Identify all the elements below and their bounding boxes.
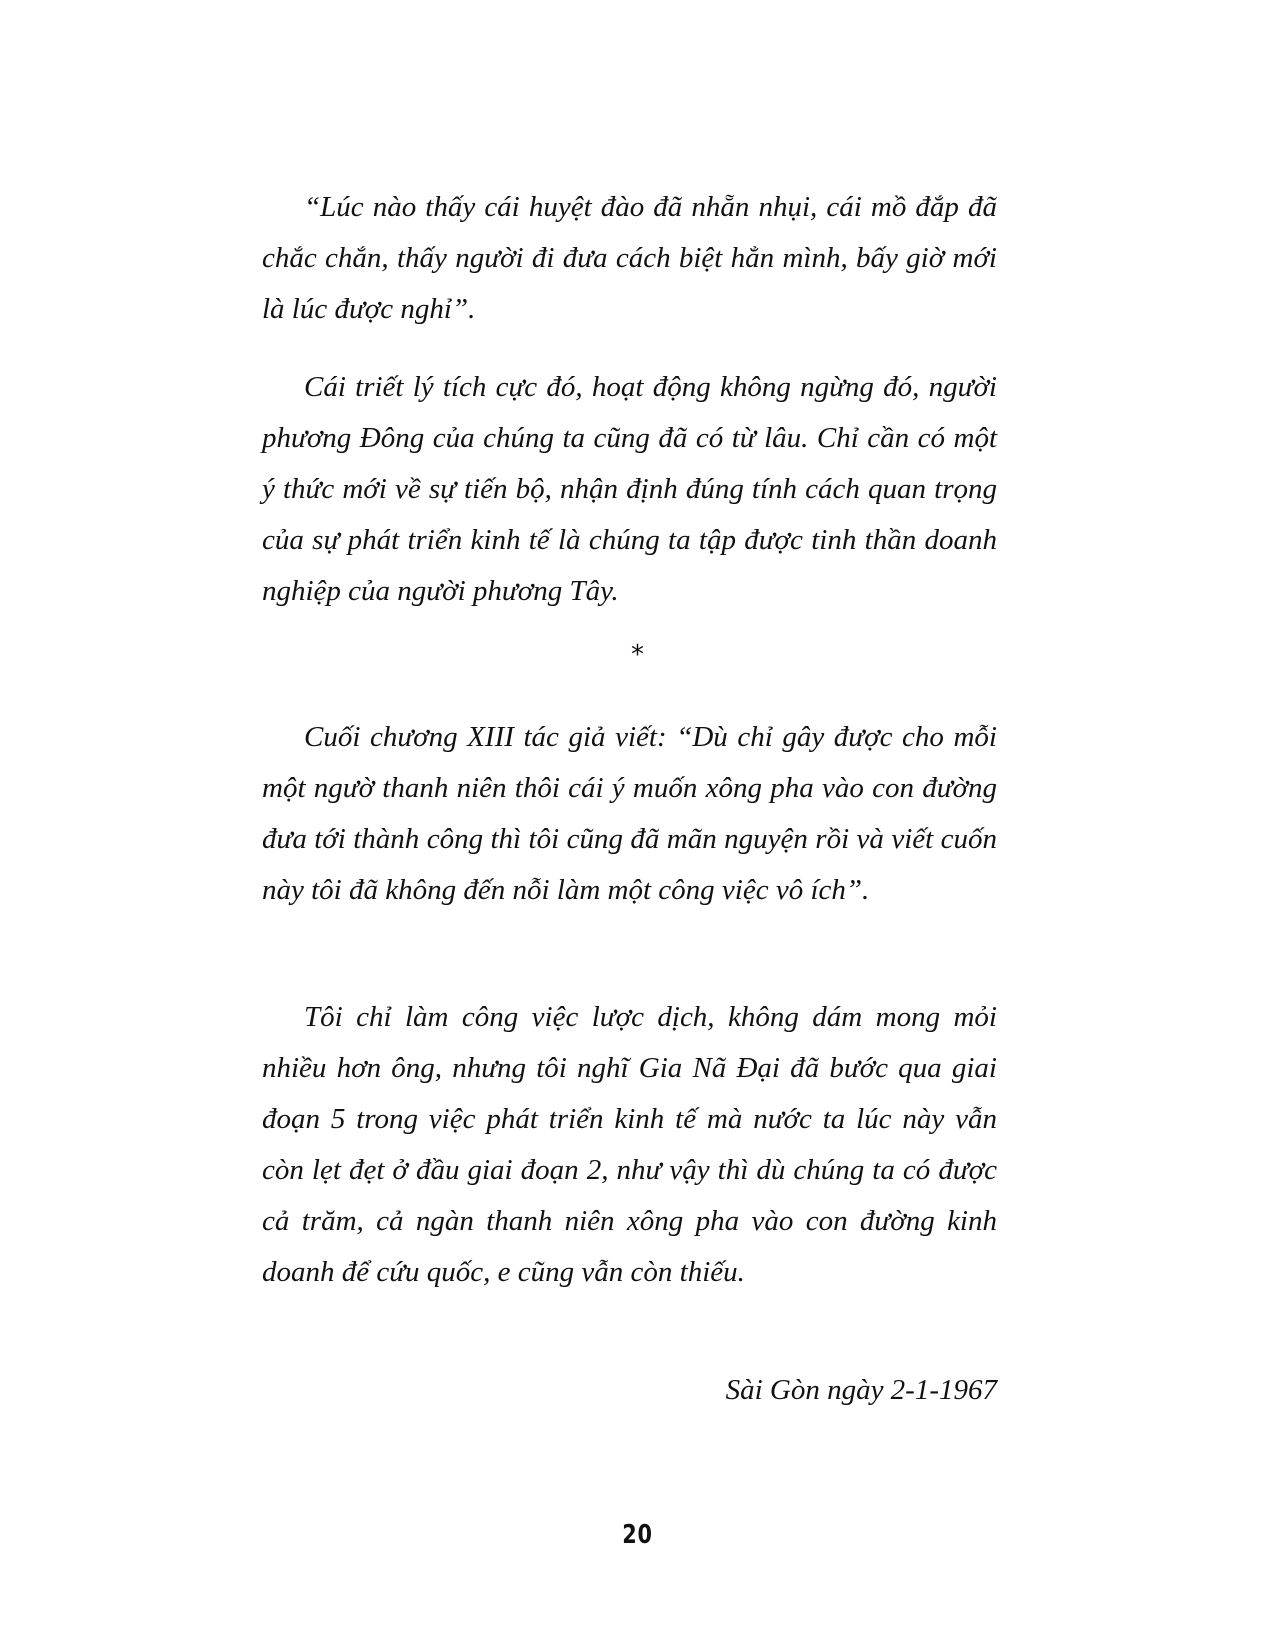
paragraph-translator-note: Tôi chỉ làm công việc lược dịch, không dám mong mỏi nhiều hơn ông, nhưng tôi nghĩ Gia Nã Đại đã bước qua giai đoạn 5 trong việc phát triển kinh tế mà nước ta lúc này vẫn còn lẹt đẹt ở đầu giai đoạn 2, như vậy thì dù chúng ta có được cả trăm, cả ngàn thanh niên xông pha vào con đường kinh doanh để cứu quốc, e cũng vẫn còn thiếu. [262, 1001, 997, 1288]
paragraph-quote-rest: “Lúc nào thấy cái huyệt đào đã nhẵn nhụi, cái mồ đắp đã chắc chắn, thấy người đi đưa cách biệt hẳn mình, bấy giờ mới là lúc được nghỉ”. [262, 191, 997, 325]
paragraph-eastern-philosophy: Cái triết lý tích cực đó, hoạt động không ngừng đó, người phương Đông của chúng ta cũng đã có từ lâu. Chỉ cần có một ý thức mới về sự tiến bộ, nhận định đúng tính cách quan trọng của sự phát triển kinh tế là chúng ta tập được tinh thần doanh nghiệp của người phương Tây. [262, 371, 997, 607]
page-number: 20 [622, 1520, 653, 1550]
section-separator: * [631, 640, 644, 670]
paragraph-chapter-xiii: Cuối chương XIII tác giả viết: “Dù chỉ gây được cho mỗi một ngườ thanh niên thôi cái ý muốn xông pha vào con đường đưa tới thành công thì tôi cũng đã mãn nguyện rồi và viết cuốn này tôi đã không đến nỗi làm một công việc vô ích”. [262, 721, 997, 906]
signature-date: Sài Gòn ngày 2-1-1967 [725, 1374, 997, 1406]
